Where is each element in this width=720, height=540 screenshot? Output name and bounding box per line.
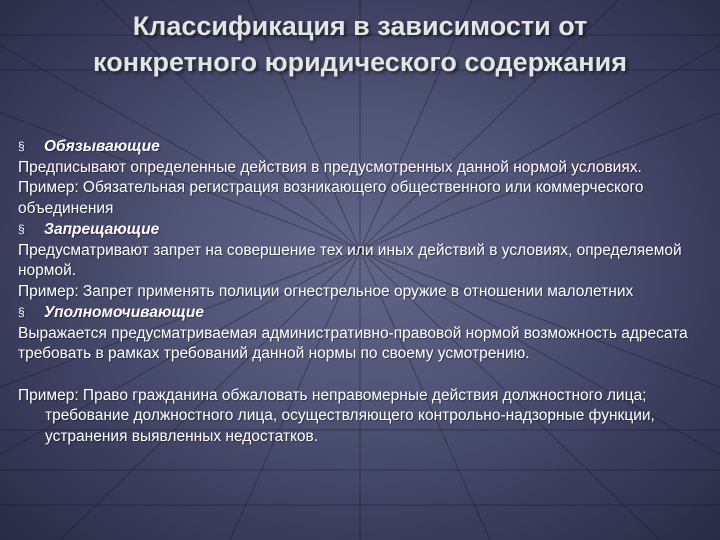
section-bullet-icon: § (18, 139, 25, 153)
example-text: Пример: Обязательная регистрация возникающего общественного или коммерческого объединения (18, 179, 644, 217)
example-text: Пример: Право гражданина обжаловать неправомерные действия должностного лица; требование должностного лица, осуществляющего контрольно-надзорные функции, устранения выявленных недостатков. (18, 386, 655, 445)
spacer (18, 365, 708, 386)
section-bullet-icon: § (18, 222, 25, 236)
bullet-label: Запрещающие (44, 221, 160, 238)
slide-title: Классификация в зависимости от конкретного юридического содержания (93, 11, 627, 77)
bullet-item-empowering (18, 302, 708, 324)
example-text: Пример: Запрет применять полиции огнестрельное оружие в отношении малолетних (18, 282, 634, 300)
bullet-item-prohibiting (18, 219, 708, 241)
description-text: Предусматривают запрет на совершение тех или иных действий в условиях, определяемой нормой. (18, 241, 682, 279)
description-text: Выражается предусматриваемая административно-правовой нормой возможность адресата требовать в рамках требований данной нормы по своему усмотрению. (18, 324, 688, 362)
slide-body (18, 136, 708, 447)
bullet-label: Обязывающие (44, 138, 160, 155)
bullet-label: Уполномочивающие (44, 304, 204, 321)
bullet-item-obligating (18, 136, 708, 158)
description-text: Предписывают определенные действия в предусмотренных данной нормой условиях. (18, 158, 642, 176)
section-bullet-icon: § (18, 305, 25, 319)
